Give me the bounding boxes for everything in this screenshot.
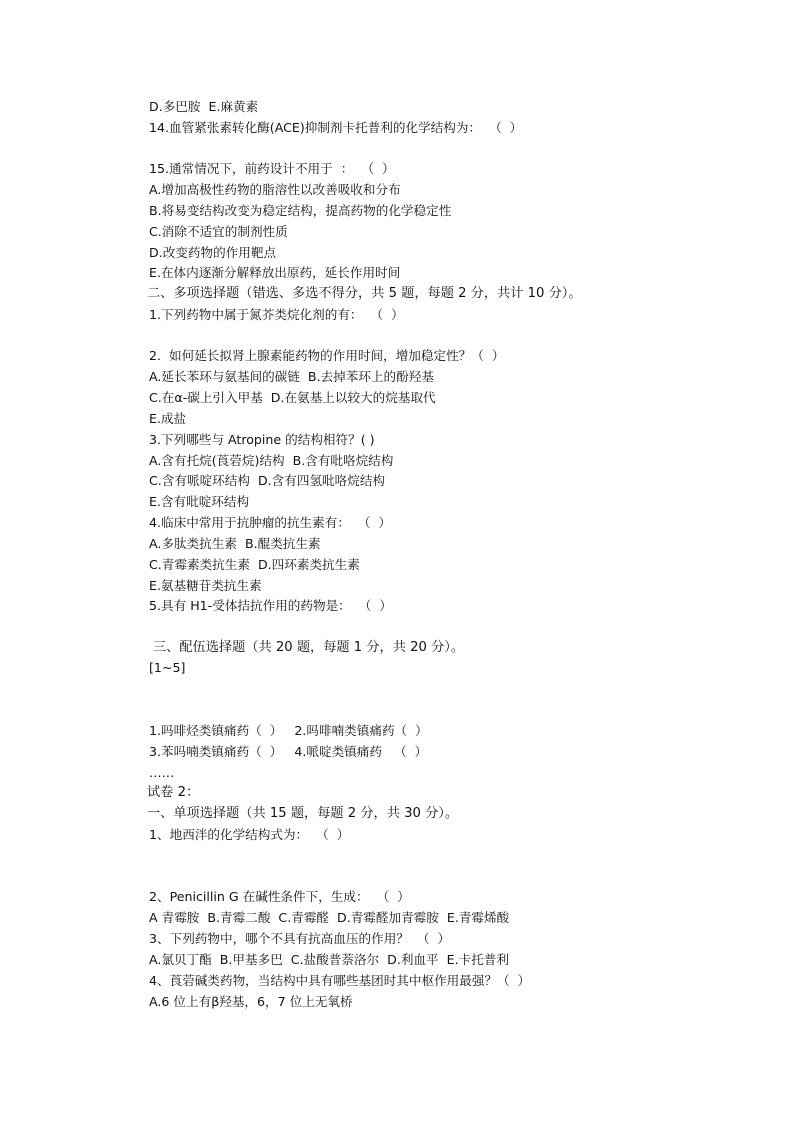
text-line: D.多巴胺 E.麻黄素 bbox=[149, 99, 259, 114]
text-line: A.6 位上有β羟基，6，7 位上无氧桥 bbox=[149, 994, 353, 1009]
text-line: 4、莨菪碱类药物，当结构中具有哪些基团时其中枢作用最强？（ ） bbox=[149, 973, 531, 988]
text-line: B.将易变结构改变为稳定结构，提高药物的化学稳定性 bbox=[149, 203, 452, 218]
text-line: E.含有吡啶环结构 bbox=[149, 494, 250, 509]
text-line: 4.临床中常用于抗肿瘤的抗生素有： （ ） bbox=[149, 515, 392, 530]
section-heading: 三、配伍选择题（共 20 题，每题 1 分，共 20 分）。 bbox=[153, 640, 465, 655]
text-line: [1~5] bbox=[149, 660, 186, 675]
text-line: C.含有哌啶环结构 D.含有四氢吡咯烷结构 bbox=[149, 473, 386, 488]
section-heading: 试卷 2： bbox=[147, 785, 200, 800]
text-line: D.改变药物的作用靶点 bbox=[149, 245, 277, 260]
text-line: A.氯贝丁酯 B.甲基多巴 C.盐酸普萘洛尔 D.利血平 E.卡托普利 bbox=[149, 952, 509, 967]
text-line: 2. 如何延长拟肾上腺素能药物的作用时间，增加稳定性？（ ） bbox=[149, 348, 505, 363]
text-line: A 青霉胺 B.青霉二酸 C.青霉醛 D.青霉醛加青霉胺 E.青霉烯酸 bbox=[149, 910, 510, 925]
text-line: 15.通常情况下，前药设计不用于 ： （ ） bbox=[149, 161, 395, 176]
text-line: 1.吗啡烃类镇痛药（ ） 2.吗啡喃类镇痛药（ ） bbox=[149, 723, 428, 738]
text-line: E.在体内逐渐分解释放出原药，延长作用时间 bbox=[149, 265, 401, 280]
text-line: A.含有托烷(莨菪烷)结构 B.含有吡咯烷结构 bbox=[149, 453, 394, 468]
text-line: 3.苯吗喃类镇痛药（ ） 4.哌啶类镇痛药 （ ） bbox=[149, 744, 428, 759]
text-line: …… bbox=[149, 765, 175, 780]
text-line: A.延长苯环与氨基间的碳链 B.去掉苯环上的酚羟基 bbox=[149, 369, 434, 384]
text-line: 3、下列药物中，哪个不具有抗高血压的作用？ （ ） bbox=[149, 931, 451, 946]
text-line: 14.血管紧张素转化酶(ACE)抑制剂卡托普利的化学结构为： （ ） bbox=[149, 120, 523, 135]
text-line: 1、地西泮的化学结构式为： （ ） bbox=[149, 827, 350, 842]
section-heading: 一、单项选择题（共 15 题，每题 2 分，共 30 分）。 bbox=[147, 806, 459, 821]
text-line: E.氨基糖苷类抗生素 bbox=[149, 578, 262, 593]
text-line: A.多肽类抗生素 B.醌类抗生素 bbox=[149, 536, 321, 551]
text-line: C.消除不适宜的制剂性质 bbox=[149, 224, 288, 239]
text-line: C.在α-碳上引入甲基 D.在氨基上以较大的烷基取代 bbox=[149, 390, 436, 405]
text-line: C.青霉素类抗生素 D.四环素类抗生素 bbox=[149, 557, 360, 572]
text-line: 1.下列药物中属于氮芥类烷化剂的有： （ ） bbox=[149, 307, 404, 322]
text-line: 5.具有 H1-受体拮抗作用的药物是： （ ） bbox=[149, 598, 392, 613]
text-line: A.增加高极性药物的脂溶性以改善吸收和分布 bbox=[149, 182, 401, 197]
section-heading: 二、多项选择题（错选、多选不得分，共 5 题，每题 2 分，共计 10 分）。 bbox=[147, 286, 582, 301]
text-line: 3.下列哪些与 Atropine 的结构相符？( ) bbox=[149, 432, 375, 447]
text-line: 2、Penicillin G 在碱性条件下，生成： （ ） bbox=[149, 889, 410, 904]
text-line: E.成盐 bbox=[149, 411, 187, 426]
